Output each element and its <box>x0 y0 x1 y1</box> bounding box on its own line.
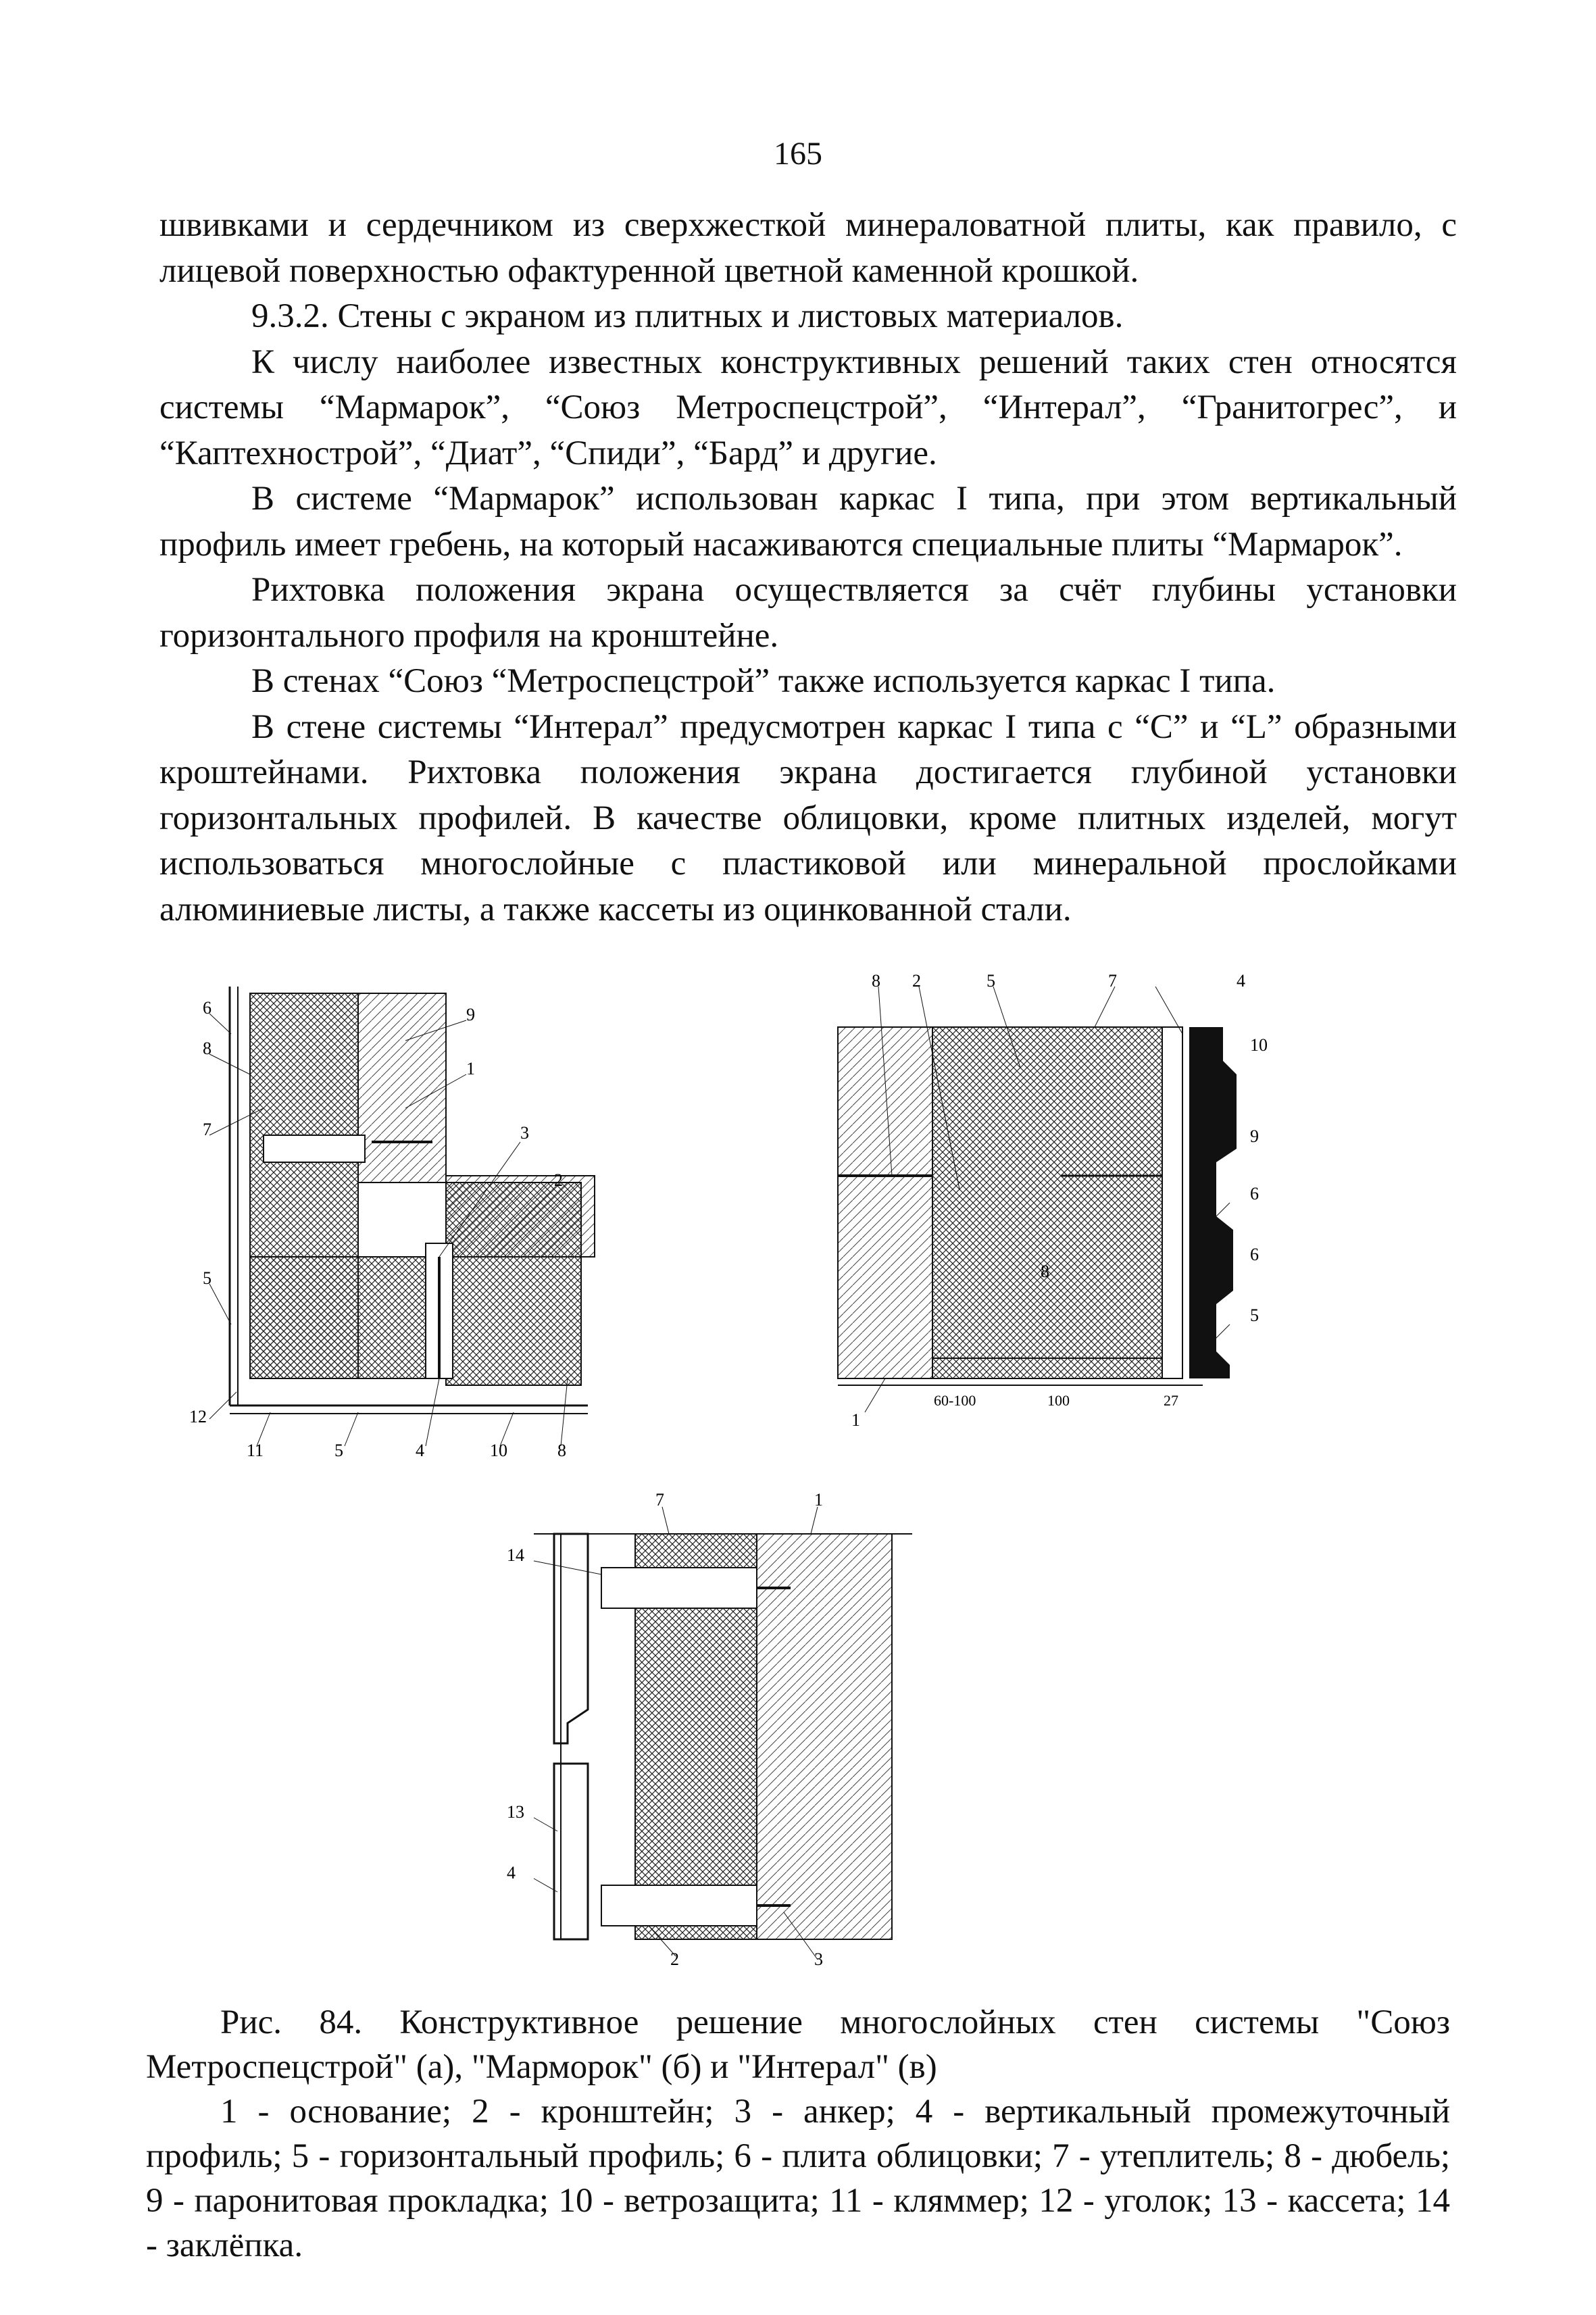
fig-b-label-6b: 6 <box>1250 1245 1259 1264</box>
fig-b-label-5-right: 5 <box>1250 1305 1259 1325</box>
paragraph-3: К числу наиболее известных конструктивных решений таких стен относятся системы “Мармарок”, “Союз Метроспецстрой”, “Интерал”, “Гранитогрес”, и “Каптехнострой”, “Диат”, “Спиди”, “Бард” и другие. <box>159 343 1457 472</box>
paragraph-1: швивками и сердечником из сверхжесткой минераловатной плиты, как правило, с лицевой поверхностью офактуренной цветной каменной крошкой. <box>159 206 1457 290</box>
fig-b-dim-27: 27 <box>1164 1392 1178 1409</box>
figure-c-geometry <box>534 1507 912 1960</box>
paragraph-7: В стене системы “Интерал” предусмотрен каркас I типа с “С” и “L” образными кроштейнами. Рихтовка положения экрана достигается глубиной установки горизонтальных профилей. В качестве облицовки, кроме плитных изделей, могут использоваться многослойные с пластиковой или минеральной прослойками алюминиевые листы, а также кассеты из оцинкованной стали. <box>159 707 1457 928</box>
paragraph-5: Рихтовка положения экрана осуществляется за счёт глубины установки горизонтального профиля на кронштейне. <box>159 571 1457 655</box>
fig-a-label-5-bottom: 5 <box>334 1441 343 1460</box>
fig-a-label-11: 11 <box>247 1441 264 1460</box>
body-text <box>159 203 1457 932</box>
caption-legend: 1 - основание; 2 - кронштейн; 3 - анкер; 4 - вертикальный промежуточный профиль; 5 - горизонтальный профиль; 6 - плита облицовки; 7 - утеплитель; 8 - дюбель; 9 - паронитовая прокладка; 10 - ветрозащита; 11 - кляммер; 12 - уголок; 13 - кассета; 14 - заклёпка. <box>146 2093 1450 2264</box>
fig-b-label-1: 1 <box>851 1410 860 1430</box>
fig-a-label-1: 1 <box>466 1059 475 1078</box>
fig-c-label-14: 14 <box>507 1545 524 1565</box>
figure-caption <box>146 2000 1450 2268</box>
fig-a-label-7: 7 <box>203 1120 211 1139</box>
fig-a-label-5-left: 5 <box>203 1268 211 1288</box>
figure-b-drawing <box>824 973 1297 1433</box>
fig-a-label-10: 10 <box>490 1441 507 1460</box>
fig-a-label-8-bottom: 8 <box>557 1441 566 1460</box>
fig-c-label-13: 13 <box>507 1802 524 1822</box>
fig-b-label-7: 7 <box>1108 973 1117 991</box>
fig-b-dim-100: 100 <box>1047 1392 1070 1409</box>
fig-b-label-6a: 6 <box>1250 1184 1259 1203</box>
figure-b-geometry <box>838 987 1237 1412</box>
fig-a-label-12: 12 <box>189 1407 207 1426</box>
fig-b-label-5: 5 <box>987 973 995 991</box>
figure-a-drawing <box>182 973 601 1460</box>
figure-c-drawing <box>493 1493 939 1966</box>
fig-a-label-6: 6 <box>203 998 211 1018</box>
paragraph-4: В системе “Мармарок” использован каркас I типа, при этом вертикальный профиль имеет гребень, на который насаживаются специальные плиты “Мармарок”. <box>159 480 1457 564</box>
page-number: 165 <box>774 136 822 172</box>
fig-c-label-1: 1 <box>814 1493 823 1510</box>
fig-a-label-3: 3 <box>520 1123 529 1143</box>
fig-b-label-4: 4 <box>1237 973 1245 991</box>
fig-b-center-label: 8 <box>1041 1262 1049 1281</box>
paragraph-2: 9.3.2. Стены с экраном из плитных и листовых материалов. <box>251 297 1124 335</box>
fig-a-label-8: 8 <box>203 1039 211 1058</box>
fig-b-label-9: 9 <box>1250 1126 1259 1146</box>
fig-b-label-10: 10 <box>1250 1035 1268 1055</box>
fig-a-label-4: 4 <box>416 1441 424 1460</box>
paragraph-6: В стенах “Союз “Метроспецстрой” также используется каркас I типа. <box>251 662 1276 700</box>
fig-c-label-4: 4 <box>507 1863 516 1883</box>
fig-b-label-8: 8 <box>872 973 880 991</box>
fig-b-dim-60-100: 60-100 <box>934 1392 976 1409</box>
fig-b-label-2: 2 <box>912 973 921 991</box>
caption-title: Рис. 84. Конструктивное решение многослойных стен системы "Союз Метроспецстрой" (а), "Марморок" (б) и "Интерал" (в) <box>146 2003 1450 2086</box>
fig-a-label-9: 9 <box>466 1005 475 1024</box>
fig-c-label-7: 7 <box>655 1493 664 1510</box>
fig-a-label-2: 2 <box>554 1170 563 1190</box>
fig-c-label-2: 2 <box>670 1949 679 1966</box>
fig-c-label-3: 3 <box>814 1949 823 1966</box>
figure-a-geometry <box>209 987 595 1446</box>
